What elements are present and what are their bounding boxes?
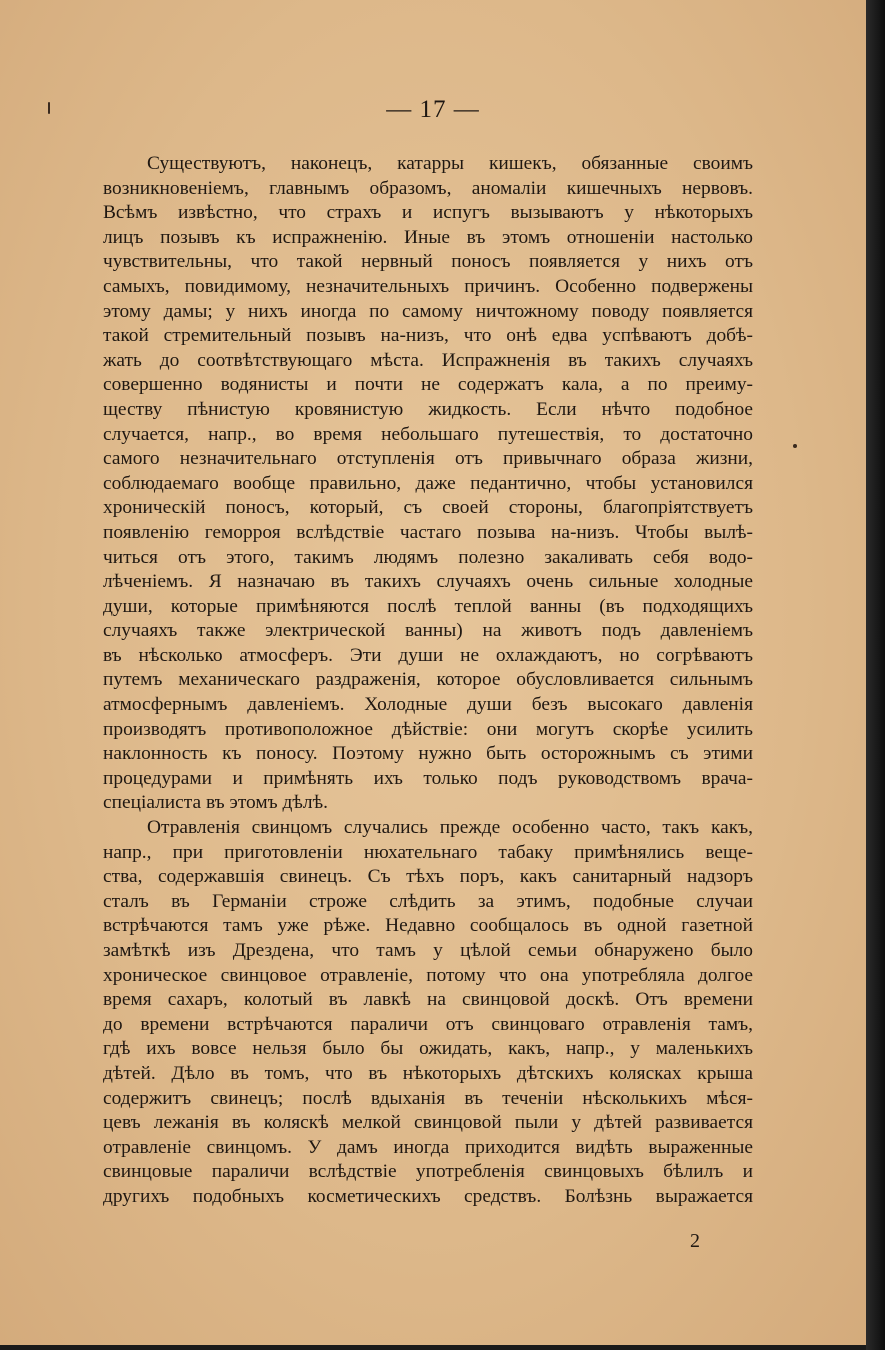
text-line: возникновенiемъ, главнымъ образомъ, аномалiи кишечныхъ нервовъ. [103,177,753,199]
text-line: ществу пѣнистую кровянистую жидкость. Если нѣчто подобное [103,398,753,420]
text-line: Существуютъ, наконецъ, катарры кишекъ, обязанные своимъ [147,153,753,174]
text-line: встрѣчаются тамъ уже рѣже. Недавно сообщалось въ одной газетной [103,915,753,937]
text-line: лѣченiемъ. Я назначаю въ такихъ случаяхъ очень сильные холодные [103,571,753,593]
text-line: путемъ механическаго раздраженiя, которое обусловливается сильнымъ [103,669,753,691]
text-line: такой стремительный позывъ на-низъ, что онѣ едва успѣваютъ добѣ- [103,325,753,347]
text-line: напр., при приготовленiи нюхательнаго табаку примѣнялись веще- [103,841,753,863]
text-line: свинцовые параличи вслѣдствiе употребленiя свинцовыхъ бѣлилъ и [103,1161,753,1183]
scan-edge-shadow [866,0,885,1350]
text-line: другихъ подобныхъ косметическихъ средствъ. Болѣзнь выражается [103,1185,753,1207]
text-line: этому дамы; у нихъ иногда по самому ничтожному поводу появляется [103,300,753,322]
text-line: самого незначительнаго отступленiя отъ привычнаго образа жизни, [103,448,753,470]
text-line: Всѣмъ извѣстно, что страхъ и испугъ вызываютъ у нѣкоторыхъ [103,202,753,224]
text-line: читься отъ этого, такимъ людямъ полезно закаливать себя водо- [103,546,753,568]
paper-speck [48,102,50,114]
text-line: до времени встрѣчаются параличи отъ свинцоваго отравленiя тамъ, [103,1013,753,1035]
text-line: Отравленiя свинцомъ случались прежде особенно часто, такъ какъ, [147,817,753,839]
text-line: цевъ лежанiя въ коляскѣ мелкой свинцовой пыли у дѣтей развивается [103,1112,753,1134]
text-line: жать до соотвѣтствующаго мѣста. Испражненiя въ такихъ случаяхъ [103,349,753,371]
paragraph-1 [103,152,753,816]
text-line: совершенно водянисты и почти не содержатъ кала, а по преиму- [103,374,753,396]
text-line: лицъ позывъ къ испражненiю. Иные въ этомъ отношенiи настолько [103,226,753,248]
text-line: спецiалиста въ этомъ дѣлѣ. [103,792,328,814]
signature-mark: 2 [690,1230,700,1252]
text-line: въ нѣсколько атмосферъ. Эти души не охлаждаютъ, но согрѣваютъ [103,644,753,666]
text-line: дѣтей. Дѣло въ томъ, что въ нѣкоторыхъ дѣтскихъ колясках крыша [103,1062,753,1084]
text-line: случается, напр., во время небольшаго путешествiя, то достаточно [103,423,753,445]
text-line: ства, содержавшiя свинецъ. Съ тѣхъ поръ, какъ санитарный надзоръ [103,866,753,888]
text-line: производятъ противоположное дѣйствiе: они могутъ скорѣе усилить [103,718,753,740]
text-line: хроническiй поносъ, который, съ своей стороны, благопрiятствуетъ [103,497,753,519]
text-line: самыхъ, повидимому, незначительныхъ причинъ. Особенно подвержены [103,275,753,297]
text-line: случаяхъ также электрической ванны) на животъ подъ давленiемъ [103,620,753,642]
text-line: соблюдаемаго вообще правильно, даже педантично, чтобы установился [103,472,753,494]
paper-speck [793,444,797,448]
text-line: появленiю геморроя вслѣдствiе частаго позыва на-низъ. Чтобы вылѣ- [103,521,753,543]
text-line: замѣткѣ изъ Дрездена, что тамъ у цѣлой семьи обнаружено было [103,940,753,961]
text-line: время сахаръ, колотый въ лавкѣ на свинцовой доскѣ. Отъ времени [103,989,753,1011]
text-line: души, которые примѣняются послѣ теплой ванны (въ подходящихъ [103,595,753,617]
text-line: процедурами и примѣнять ихъ только подъ руководствомъ врача- [103,767,753,789]
text-line: наклонность къ поносу. Поэтому нужно быть осторожнымъ съ этими [103,743,753,765]
body-text [103,152,753,1210]
text-line: сталъ въ Германiи строже слѣдить за этимъ, подобные случаи [103,890,753,912]
page-number: — 17 — [386,96,480,123]
text-line: чувствительны, что такой нервный поносъ появляется у нихъ отъ [103,251,753,273]
text-line: гдѣ ихъ вовсе нельзя было бы ожидать, какъ, напр., у маленькихъ [103,1038,753,1060]
paragraph-2 [103,816,753,1210]
text-line: атмосфернымъ давленiемъ. Холодные души безъ высокаго давленiя [103,694,753,716]
text-line: хроническое свинцовое отравленiе, потому что она употребляла долгое [103,964,753,986]
text-line: содержитъ свинецъ; послѣ вдыханiя въ теченiи нѣсколькихъ мѣся- [103,1087,753,1109]
text-line: отравленiе свинцомъ. У дамъ иногда приходится видѣть выраженные [103,1136,753,1158]
